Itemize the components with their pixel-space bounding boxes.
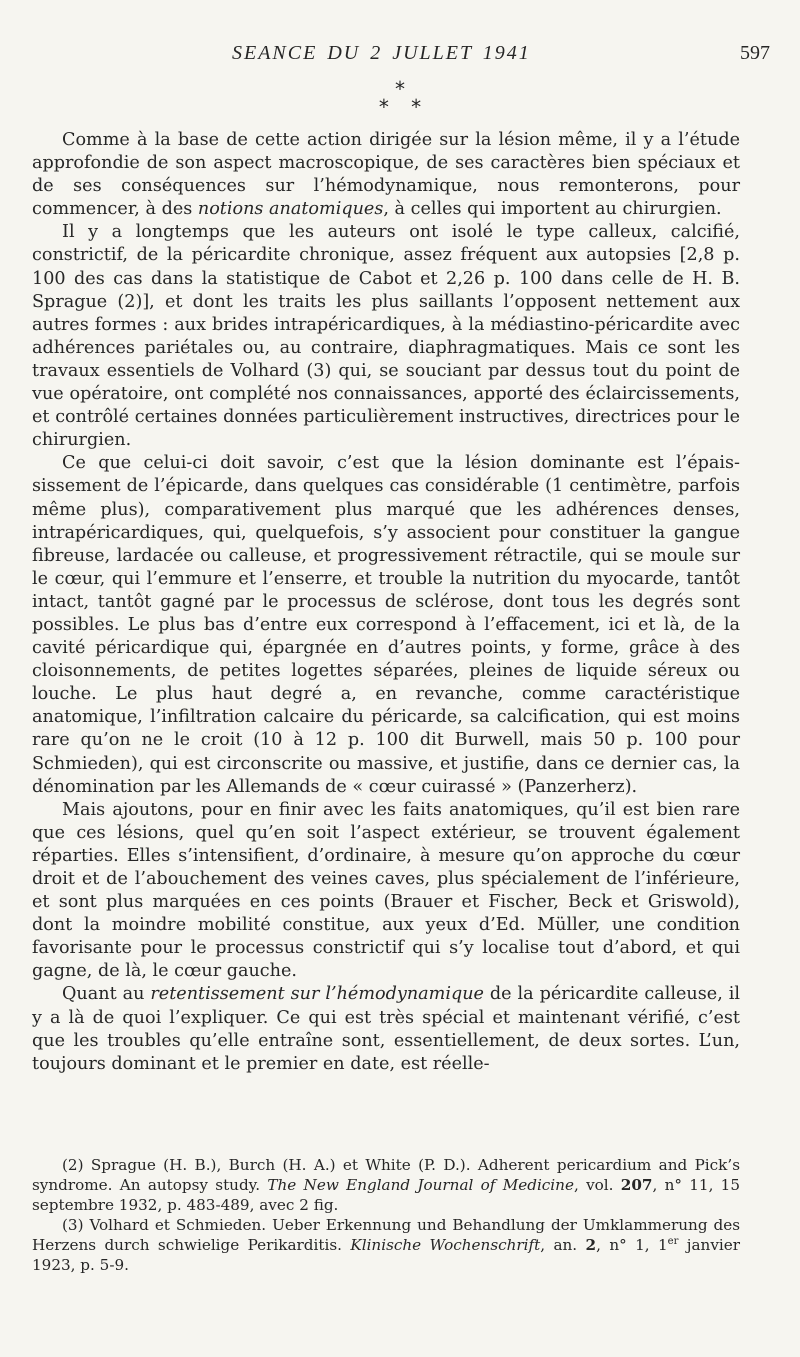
footnote-text: , n° 1, 1 bbox=[596, 1235, 668, 1254]
footnote-text: er bbox=[667, 1235, 679, 1247]
footnotes bbox=[32, 1156, 740, 1275]
footnote bbox=[32, 1216, 740, 1276]
paragraph bbox=[32, 452, 740, 798]
footnote-text: , n° 11, 15 septembre 1932, p. 483-489, avec 2 fig. bbox=[32, 1175, 740, 1214]
paragraph-text: notions anatomiques bbox=[197, 199, 384, 220]
asterism-bottom: * * bbox=[378, 95, 430, 119]
footnote bbox=[32, 1156, 740, 1216]
paragraph-text: Quant au bbox=[62, 984, 151, 1005]
footnote-text: (3) Volhard et Schmieden. Ueber Erkennung und Behandlung der Umklammerung des Herzens durch schwielige Perikarditis. bbox=[32, 1215, 740, 1254]
paragraph-text: Ce que celui-ci doit savoir, c’est que la lésion dominante est l’épaississement de l’épicarde, dans quelques cas considérable (1 centimètre, parfois même plus), comparativement plus marqué que les adhérences denses, intrapéricardiques, qui, quelquefois, s’y associent pour constituer la gangue fibreuse, lardacée ou calleuse, et progressivement rétractile, qui se moule sur le cœur, qui l’emmure et l’enserre, et trouble la nutrition du myocarde, tantôt intact, tantôt gagné par le processus de sclérose, dont tous les degrés sont possibles. Le plus bas d’entre eux correspond à l’effacement, ici et là, de la cavité péricardique qui, épargnée en d’autres points, y forme, grâce à des cloisonnements, de petites logettes séparées, pleines de liquide séreux ou louche. Le plus haut degré a, en revanche, comme caractéristique anatomique, l’infiltration calcaire du péricarde, sa calcification, qui est moins rare qu’on ne le croit (10 à 12 p. 100 dit Burwell, mais 50 p. 100 pour Schmieden), qui est circonscrite ou massive, et justifie, dans ce dernier cas, la dénomination par les Allemands de « cœur cuirassé » (Panzerherz). bbox=[32, 453, 740, 797]
footnote-text: janvier 1923, p. 5-9. bbox=[32, 1235, 741, 1274]
paragraph-text: Il y a longtemps que les auteurs ont isolé le type calleux, calcifié, constrictif, de la péricardite chronique, assez fréquent aux autopsies [2,8 p. 100 des cas dans la statistique de Cabot et 2,26 p. 100 dans celle de H. B. Sprague (2)], et dont les traits les plus saillants l’opposent nettement aux autres formes : aux brides intrapéricardiques, à la médiastino-péricardite avec adhérences pariétales ou, au contraire, diaphragmatiques. Mais ce sont les travaux essentiels de Volhard (3) qui, se souciant par dessus tout du point de vue opératoire, ont complété nos connaissances, apporté des éclaircissements, et contrôlé certaines données particulièrement instructives, directrices pour le chirurgien. bbox=[32, 222, 740, 451]
footnote-text: Klinische Wochenschrift bbox=[350, 1235, 541, 1254]
footnote-text: 2 bbox=[585, 1235, 597, 1254]
footnote-text: , vol. bbox=[573, 1175, 621, 1194]
paragraph bbox=[32, 221, 740, 452]
paragraph-text: , à celles qui importent au chirurgien. bbox=[383, 199, 722, 220]
footnote-text: The New England Journal of Medicine bbox=[267, 1175, 574, 1194]
body-text bbox=[32, 129, 740, 1076]
paragraph bbox=[32, 129, 740, 221]
paragraph-text: Mais ajoutons, pour en finir avec les faits anatomiques, qu’il est bien rare que ces lésions, quel qu’en soit l’aspect extérieur, se trouvent également réparties. Elles s’intensifient, d’ordinaire, à mesure qu’on approche du cœur droit et de l’abouchement des veines caves, plus spécialement de l’inférieure, et sont plus marquées en ces points (Brauer et Fischer, Beck et Griswold), dont la moindre mobilité constitue, aux yeux d’Ed. Müller, une condition favorisante pour le processus constrictif qui s’y localise tout d’abord, et qui gagne, de là, le cœur gauche. bbox=[32, 799, 740, 982]
footnote-text: , an. bbox=[540, 1235, 586, 1254]
paragraph bbox=[32, 799, 740, 984]
section-asterism bbox=[0, 77, 800, 119]
paragraph bbox=[32, 983, 740, 1075]
asterism-top: * bbox=[395, 77, 405, 101]
footnote-text: (2) Sprague (H. B.), Burch (H. A.) et White (P. D.). Adherent pericardium and Pick’s syndrome. An autopsy study. bbox=[32, 1156, 740, 1194]
page-number: 597 bbox=[740, 42, 770, 64]
paragraph-text: Comme à la base de cette action dirigée sur la lésion même, il y a l’étude approfondie de son aspect macroscopique, de ses caractères bien spéciaux et de ses conséquences sur l’hémodynamique, nous remonterons, pour commencer, à des bbox=[32, 130, 740, 220]
running-header bbox=[0, 42, 800, 68]
paragraph-text: de la péricardite calleuse, il y a là de quoi l’expliquer. Ce qui est très spécial et maintenant vérifié, c’est que les troubles qu’elle entraîne sont, essentiellement, de deux sortes. L’un, toujours dominant et le premier en date, est réelle- bbox=[32, 984, 740, 1074]
paragraph-text: retentissement sur l’hémodynamique bbox=[150, 984, 484, 1005]
running-title: SEANCE DU 2 JULLET 1941 bbox=[232, 42, 531, 64]
footnote-text: 207 bbox=[620, 1175, 653, 1194]
